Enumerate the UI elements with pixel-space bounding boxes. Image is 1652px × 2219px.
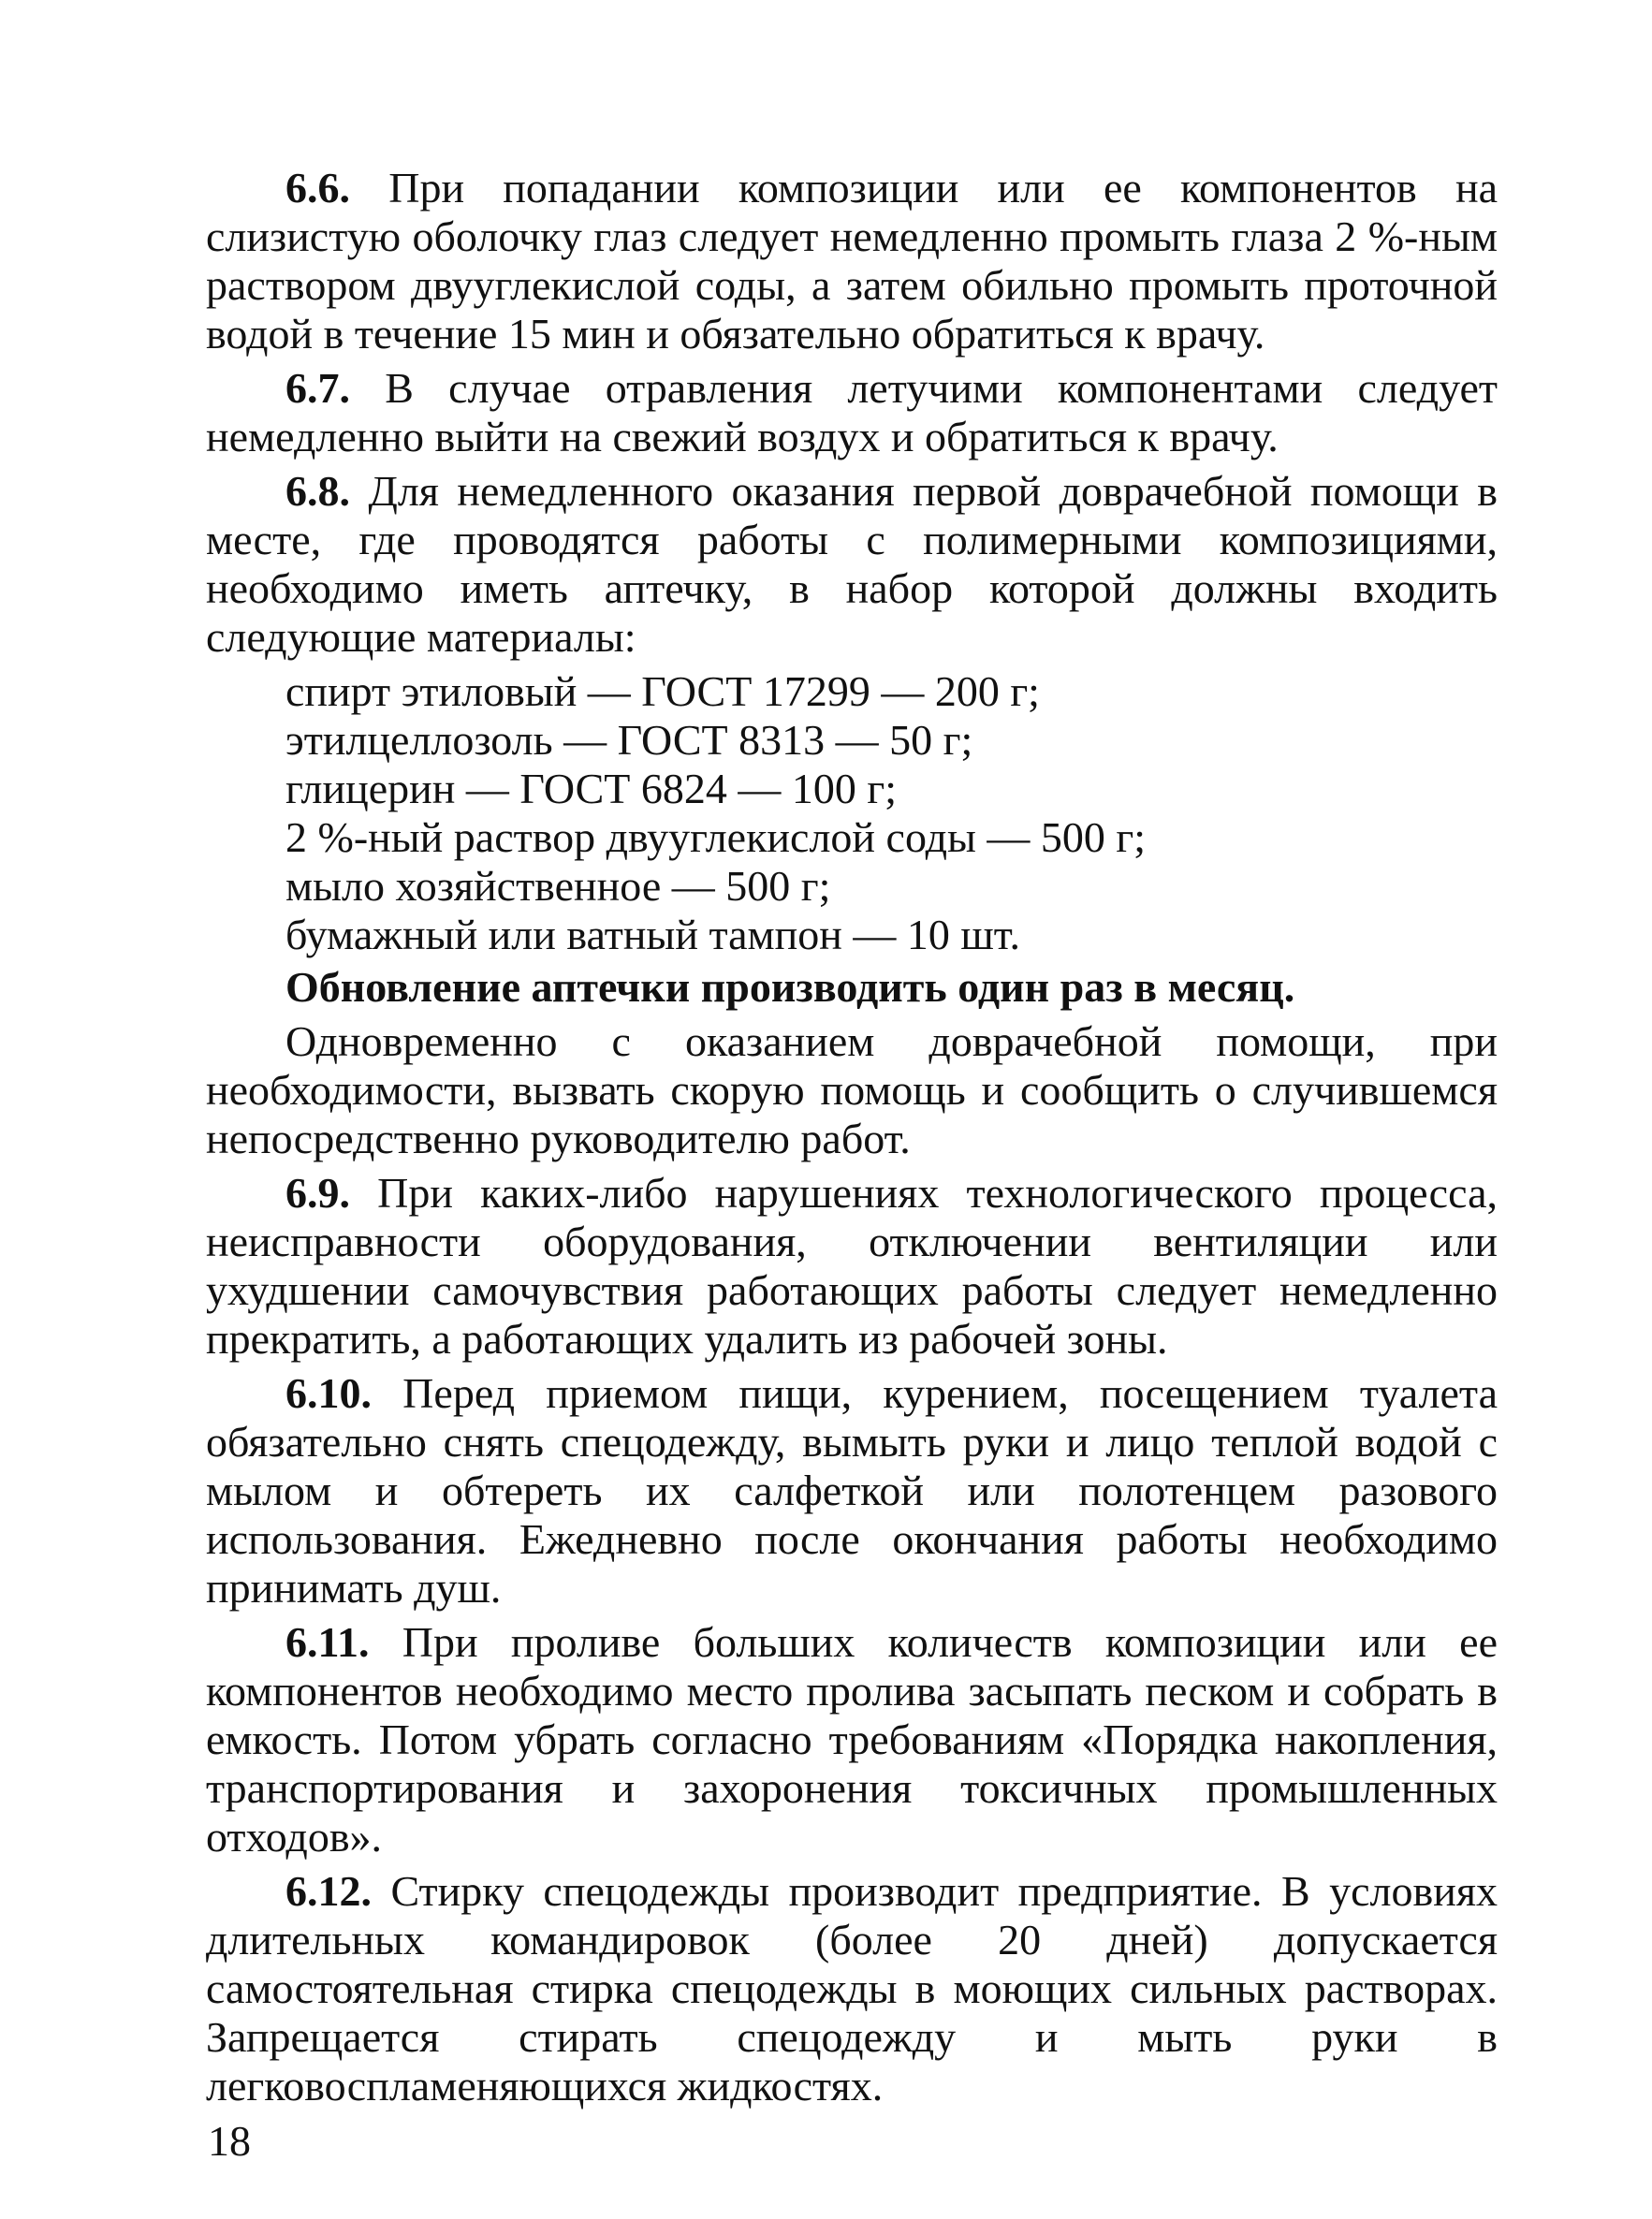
paragraph-text: При попадании композиции или ее компонентов на слизистую оболочку глаз следует немедленно промыть глаза 2 %-ным раствором двууглекислой соды, а затем обильно промыть проточной водой в течение 15 мин и обязательно обратиться к врачу. [206,164,1498,358]
paragraph-6-10 [206,1369,1498,1613]
section-number: 6.12. [285,1867,372,1915]
paragraph-6-9 [206,1169,1498,1364]
paragraph-6-11 [206,1618,1498,1861]
document-page [206,164,1498,2116]
section-number: 6.6. [285,164,350,212]
section-number: 6.8. [285,467,350,515]
list-item: спирт этиловый — ГОСТ 17299 — 200 г; [285,667,1040,715]
list-item: этилцеллозоль — ГОСТ 8313 — 50 г; [285,716,973,764]
paragraph-text: В случае отравления летучими компонентами следует немедленно выйти на свежий воздух и обратиться к врачу. [206,364,1498,460]
paragraph-text: При каких-либо нарушениях технологического процесса, неисправности оборудования, отключении вентиляции или ухудшении самочувствия работающих работы следует немедленно прекратить, а работающих удалить из рабочей зоны. [206,1169,1498,1363]
paragraph-text: Перед приемом пищи, курением, посещением туалета обязательно снять спецодежду, вымыть руки и лицо теплой водой с мылом и обтереть их салфеткой или полотенцем разового использования. Ежедневно после окончания работы необходимо принимать душ. [206,1369,1498,1612]
list-item: глицерин — ГОСТ 6824 — 100 г; [285,765,898,812]
kit-update-note: Обновление аптечки производить один раз в месяц. [285,963,1295,1011]
paragraph-text: Для немедленного оказания первой доврачебной помощи в месте, где проводятся работы с полимерными композициями, необходимо иметь аптечку, в набор которой должны входить следующие материалы: [206,467,1498,661]
paragraph-text: Стирку спецодежды производит предприятие. В условиях длительных командировок (более 20 дней) допускается самостоятельная стирка спецодежды в моющих сильных растворах. Запрещается стирать спецодежду и мыть руки в легковоспламеняющихся жидкостях. [206,1867,1498,2110]
section-number: 6.10. [285,1369,372,1417]
list-item: 2 %-ный раствор двууглекислой соды — 500 г; [285,813,1147,861]
section-number: 6.11. [285,1618,370,1666]
paragraph-6-6 [206,164,1498,358]
paragraph-6-8 [206,467,1498,662]
page-number: 18 [208,2117,251,2165]
paragraph-6-12 [206,1867,1498,2110]
list-item: бумажный или ватный тампон — 10 шт. [285,911,1020,958]
first-aid-kit-list [206,667,1498,959]
paragraph-6-7 [206,364,1498,461]
paragraph-text: При проливе больших количеств композиции или ее компонентов необходимо место пролива засыпать песком и собрать в емкость. Потом убрать согласно требованиям «Порядка накопления, транспортирования и захоронения токсичных промышленных отходов». [206,1618,1498,1861]
emergency-note: Одновременно с оказанием доврачебной помощи, при необходимости, вызвать скорую помощь и сообщить о случившемся непосредственно руководителю работ. [206,1017,1498,1162]
list-item: мыло хозяйственное — 500 г; [285,862,831,910]
section-number: 6.9. [285,1169,350,1217]
section-number: 6.7. [285,364,350,412]
